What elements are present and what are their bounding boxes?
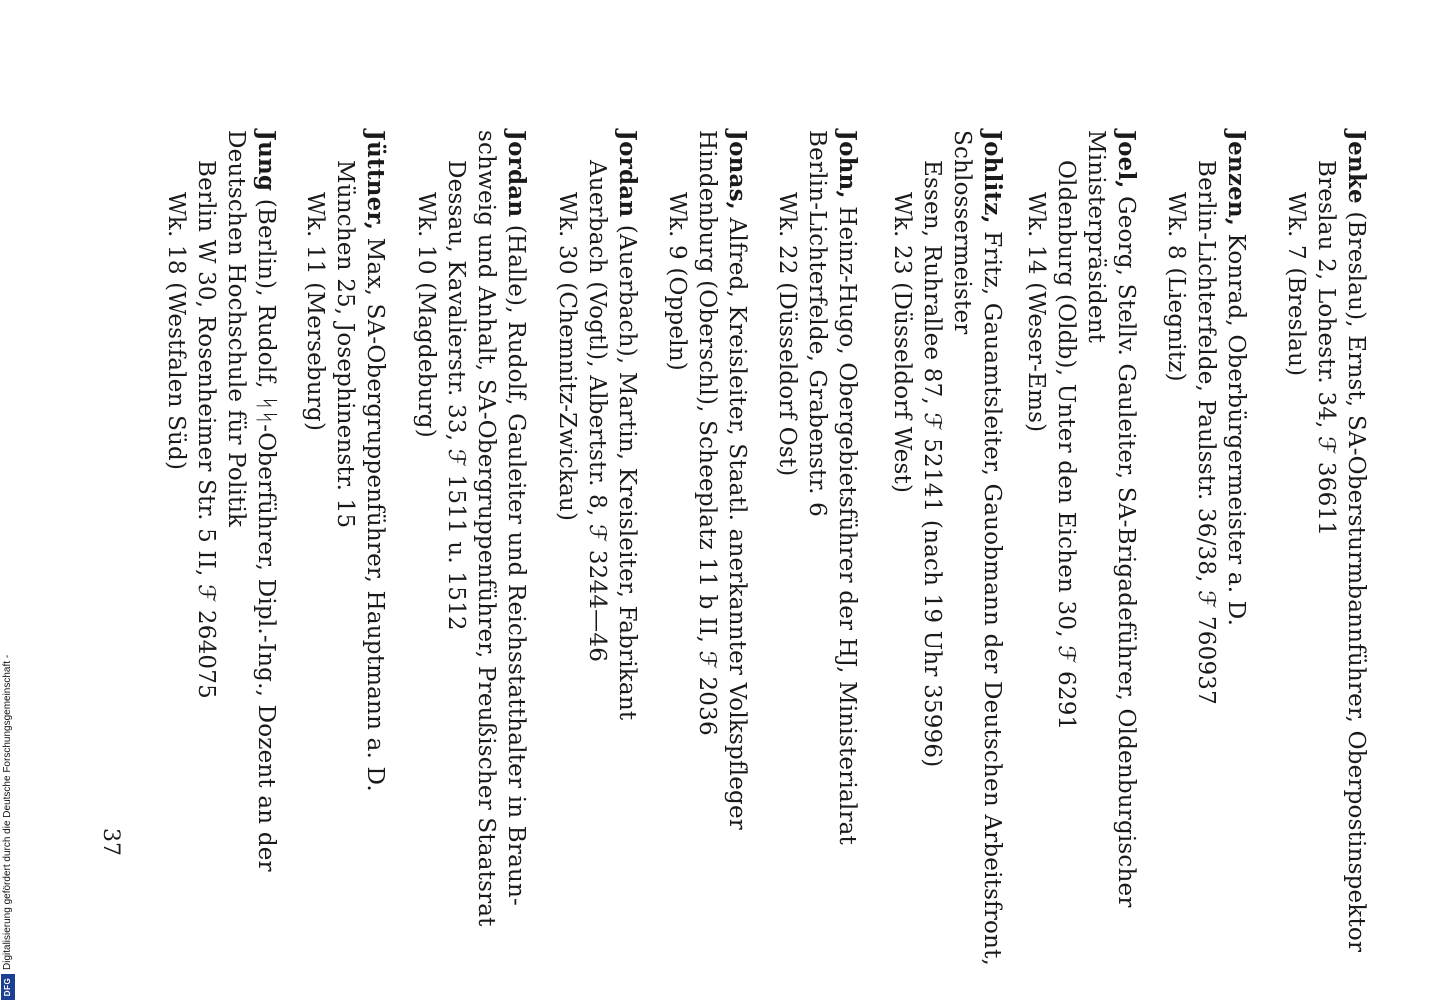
entry-first-line: Jenzen, Konrad, Oberbürgermeister a. D. xyxy=(1223,130,1250,627)
entry-address: Hindenburg (Oberschl), Scheeplatz 11 b II, ℱ 2036 xyxy=(694,130,720,736)
entry-district: Wk. 7 (Breslau) xyxy=(1283,192,1309,377)
entry-continuation: Schlossermeister xyxy=(949,130,975,335)
entry-jordan-halle xyxy=(411,130,531,927)
entry-continuation: Deutschen Hochschule für Politik xyxy=(223,130,249,528)
entry-address: Oldenburg (Oldb), Unter den Eichen 30, ℱ 6291 xyxy=(1053,160,1079,731)
entry-district: Wk. 23 (Düsseldorf West) xyxy=(889,192,915,494)
entry-first-line: Jordan (Halle), Rudolf, Gauleiter und Reichsstatthalter in Braun- xyxy=(503,130,530,906)
entry-jonas xyxy=(662,130,752,890)
entry-jenke xyxy=(1281,130,1371,953)
entry-name: Jung xyxy=(253,130,280,192)
entry-district: Wk. 8 (Liegnitz) xyxy=(1163,192,1189,382)
page-number: 37 xyxy=(98,828,123,856)
entry-first-line: Jenke (Breslau), Ernst, SA-Obersturmbannführer, Oberpostinspektor xyxy=(1343,130,1370,953)
entry-name: Jüttner, xyxy=(362,130,389,231)
digitization-footer xyxy=(0,605,16,1000)
entry-first-line: Jung (Berlin), Rudolf, ᛋᛋ-Oberführer, Dipl.-Ing., Dozent an der xyxy=(253,130,280,872)
entry-address: Berlin W 30, Rosenheimer Str. 5 II, ℱ 264075 xyxy=(193,160,219,699)
entry-name: Jonas, xyxy=(724,130,751,211)
entry-name: Jordan xyxy=(614,130,641,218)
entry-address: Berlin-Lichterfelde, Grabenstr. 6 xyxy=(804,130,830,518)
entry-jung xyxy=(161,130,281,890)
entry-district: Wk. 9 (Oppeln) xyxy=(664,192,690,371)
dfg-logo: DFG xyxy=(1,974,15,1000)
entry-continuation: schweig und Anhalt, SA-Obergruppenführer, Preußischer Staatsrat xyxy=(473,130,499,927)
entry-first-line: Joel, Georg, Stellv. Gauleiter, SA-Brigadeführer, Oldenburgischer xyxy=(1113,130,1140,908)
entry-juettner xyxy=(300,130,390,890)
entry-address: München 25, Josephinenstr. 15 xyxy=(332,160,358,529)
entry-johlitz xyxy=(887,130,1007,967)
entry-name: Joel, xyxy=(1113,130,1140,189)
entry-district: Wk. 11 (Merseburg) xyxy=(302,192,328,432)
entry-name: John, xyxy=(834,130,861,199)
entry-address: Dessau, Kavalierstr. 33, ℱ 1511 u. 1512 xyxy=(443,160,469,631)
entry-joel xyxy=(1021,130,1141,908)
entry-first-line: John, Heinz-Hugo, Obergebietsführer der HJ, Ministerialrat xyxy=(834,130,861,845)
entry-first-line: Johlitz, Fritz, Gauamtsleiter, Gauobmann der Deutschen Arbeitsfront, xyxy=(979,130,1006,967)
entry-address: Auerbach (Vogtl), Albertstr. 8, ℱ 3244—46 xyxy=(584,160,610,663)
entry-name: Jenzen, xyxy=(1223,130,1250,227)
entry-jordan-auerbach xyxy=(552,130,642,890)
entry-district: Wk. 22 (Düsseldorf Ost) xyxy=(774,192,800,477)
entry-name: Johlitz, xyxy=(979,130,1006,224)
entry-first-line: Jonas, Alfred, Kreisleiter, Staatl. anerkannter Volkspfleger xyxy=(724,130,751,830)
entry-john xyxy=(772,130,862,890)
entry-first-line: Jüttner, Max, SA-Obergruppenführer, Hauptmann a. D. xyxy=(362,130,389,792)
entry-district: Wk. 30 (Chemnitz-Zwickau) xyxy=(554,192,580,522)
entry-name: Jordan xyxy=(503,130,530,218)
footer-text: Digitalisierung gefördert durch die Deutsche Forschungsgemeinschaft - xyxy=(2,654,13,970)
entry-address: Berlin-Lichterfelde, Paulsstr. 36/38, ℱ 760937 xyxy=(1193,160,1219,705)
entry-district: Wk. 10 (Magdeburg) xyxy=(413,192,439,438)
entry-district: Wk. 18 (Westfalen Süd) xyxy=(163,192,189,471)
entry-address: Essen, Ruhrallee 87, ℱ 52141 (nach 19 Uhr 35996) xyxy=(919,160,945,768)
entry-continuation: Ministerpräsident xyxy=(1083,130,1109,344)
entry-district: Wk. 14 (Weser-Ems) xyxy=(1023,192,1049,433)
entry-first-line: Jordan (Auerbach), Martin, Kreisleiter, Fabrikant xyxy=(614,130,641,721)
entry-address: Breslau 2, Lohestr. 34, ℱ 36611 xyxy=(1313,160,1339,537)
entry-name: Jenke xyxy=(1343,130,1370,204)
entry-jenzen xyxy=(1161,130,1251,890)
